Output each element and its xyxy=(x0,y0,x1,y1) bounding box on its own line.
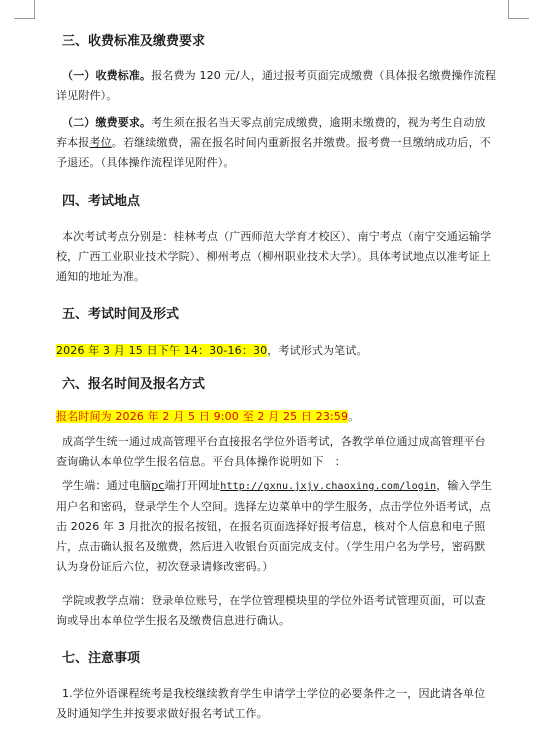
school-instructions-paragraph: 学院或教学点端：登录单位账号，在学位管理模块里的学位外语考试管理页面，可以查询或导出本单位学生报名及缴费信息进行确认。 xyxy=(56,594,486,627)
student-pc-text: pc xyxy=(151,479,165,492)
fee-requirement-text-b: 。若继续缴费，需在报名时间内重新报名并缴费。报考费一旦缴纳成功后，不予退还。（具体操作流程详见附件）。 xyxy=(56,136,491,169)
exam-time-paragraph xyxy=(56,341,496,361)
page-corner-mark-left xyxy=(14,0,35,19)
page-corner-mark-right xyxy=(508,0,529,19)
fee-requirement-paragraph xyxy=(56,113,496,173)
exam-form-text: ，考试形式为笔试。 xyxy=(267,344,368,357)
section-3-heading: 三、收费标准及缴费要求 xyxy=(62,34,206,49)
student-text-c: ，输入学生用户名和密码，登录学生个人空间。选择左边菜单中的学生服务，点击学位外语考试，点击 2026 年 3 月批次的报名按钮，在报名页面选择好报考信息，核对个人信息和电子照片，点击确认报名及缴费，然后进入收银台页面完成支付。（学生用户名为学号，密码默认为身份证后六位，初次登录请修改密码。） xyxy=(56,479,493,573)
platform-intro-paragraph: 成高学生统一通过成高管理平台直接报名学位外语考试，各教学单位通过成高管理平台查询确认本单位学生报名信息。平台具体操作说明如下 ： xyxy=(56,435,486,468)
fee-standard-label: （一）收费标准。 xyxy=(62,69,152,82)
student-text-a: 学生端：通过电脑 xyxy=(62,479,152,492)
exam-time-highlight: 2026 年 3 月 15 日下午 14：30-16：30 xyxy=(56,344,268,357)
signup-time-paragraph xyxy=(56,407,496,427)
fee-requirement-underlined: 考位 xyxy=(89,136,112,149)
fee-requirement-text-a: 考生须在报名当天零点前完成缴费，逾期未缴费的，视为考生自动放弃本报 xyxy=(56,116,486,149)
exam-location-paragraph: 本次考试考点分别是：桂林考点（广西师范大学育才校区）、南宁考点（南宁交通运输学校，广西工业职业技术学院）、柳州考点（柳州职业技术大学）。具体考试地点以准考证上通知的地址为准。 xyxy=(56,230,492,283)
fee-standard-text: 报名费为 120 元/人，通过报考页面完成缴费（具体报名缴费操作流程详见附件）。 xyxy=(56,69,496,102)
section-5-heading: 五、考试时间及形式 xyxy=(62,307,180,322)
login-url-link[interactable]: http://gxnu.jxjy.chaoxing.com/login xyxy=(220,481,437,492)
fee-requirement-label: （二）缴费要求。 xyxy=(62,116,152,129)
signup-time-period: 。 xyxy=(348,410,360,423)
student-text-b: 端打开网址 xyxy=(164,479,221,492)
section-6-heading: 六、报名时间及报名方式 xyxy=(62,377,206,392)
section-4-heading: 四、考试地点 xyxy=(62,194,141,209)
section-7-heading: 七、注意事项 xyxy=(62,651,141,666)
signup-time-highlight: 报名时间为 2026 年 2 月 5 日 9:00 至 2 月 25 日 23:59 xyxy=(56,410,349,423)
fee-standard-paragraph xyxy=(56,66,496,106)
notice-paragraph: 1.学位外语课程统考是我校继续教育学生申请学士学位的必要条件之一，因此请各单位及时通知学生并按要求做好报名考试工作。 xyxy=(56,687,486,720)
student-instructions-paragraph xyxy=(56,476,496,577)
